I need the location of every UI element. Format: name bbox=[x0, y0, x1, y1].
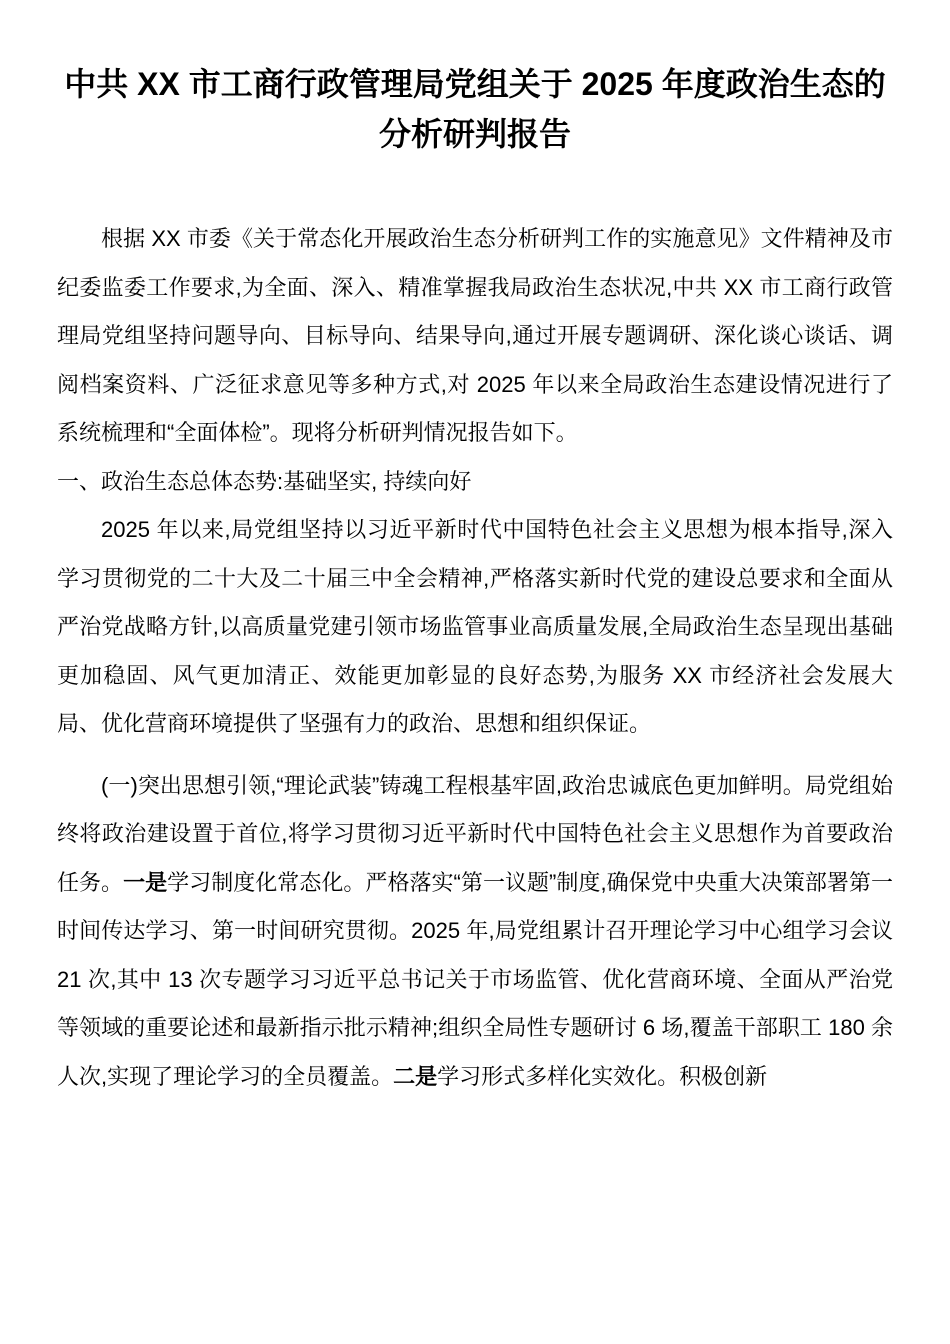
section-heading-1: 一、政治生态总体态势:基础坚实, 持续向好 bbox=[57, 468, 472, 494]
point-1-second-label: 二是 bbox=[393, 1063, 438, 1089]
document-title: 中共 XX 市工商行政管理局党组关于 2025 年度政治生态的分析研判报告 bbox=[64, 66, 886, 152]
point-1-first-text: 学习制度化常态化。严格落实“第一议题”制度,确保党中央重大决策部署第一时间传达学习、第一时间研究贯彻。2025 年,局党组累计召开理论学习中心组学习会议 21 次,其中 13 次专题学习习近平总书记关于市场监管、优化营商环境、全面从严治党等领域的重要论述和最新指示批示精神;组织全局性专题研讨 6 场,覆盖干部职工 180 余人次,实现了理论学习的全员覆盖。 bbox=[57, 869, 893, 1089]
point-1-first-label: 一是 bbox=[123, 869, 168, 895]
point-1-second-text: 学习形式多样化实效化。积极创新 bbox=[437, 1063, 768, 1089]
paragraph-section1-overview: 2025 年以来,局党组坚持以习近平新时代中国特色社会主义思想为根本指导,深入学习贯彻党的二十大及二十届三中全会精神,严格落实新时代党的建设总要求和全面从严治党战略方针,以高质量党建引领市场监管事业高质量发展,全局政治生态呈现出基础更加稳固、风气更加清正、效能更加彰显的良好态势,为服务 XX 市经济社会发展大局、优化营商环境提供了坚强有力的政治、思想和组织保证。 bbox=[57, 517, 893, 736]
paragraph-intro: 根据 XX 市委《关于常态化开展政治生态分析研判工作的实施意见》文件精神及市纪委监委工作要求,为全面、深入、精准掌握我局政治生态状况,中共 XX 市工商行政管理局党组坚持问题导向、目标导向、结果导向,通过开展专题调研、深化谈心谈话、调阅档案资料、广泛征求意见等多种方式,对 2025 年以来全局政治生态建设情况进行了系统梳理和“全面体检”。现将分析研判情况报告如下。 bbox=[57, 226, 893, 445]
point-1-lead: (一)突出思想引领,“理论武装”铸魂工程根基牢固,政治忠诚底色更加鲜明。局党组始终将政治建设置于首位,将学习贯彻习近平新时代中国特色社会主义思想作为首要政治任务。 bbox=[57, 772, 893, 895]
paragraph-point-1 bbox=[57, 762, 893, 1102]
